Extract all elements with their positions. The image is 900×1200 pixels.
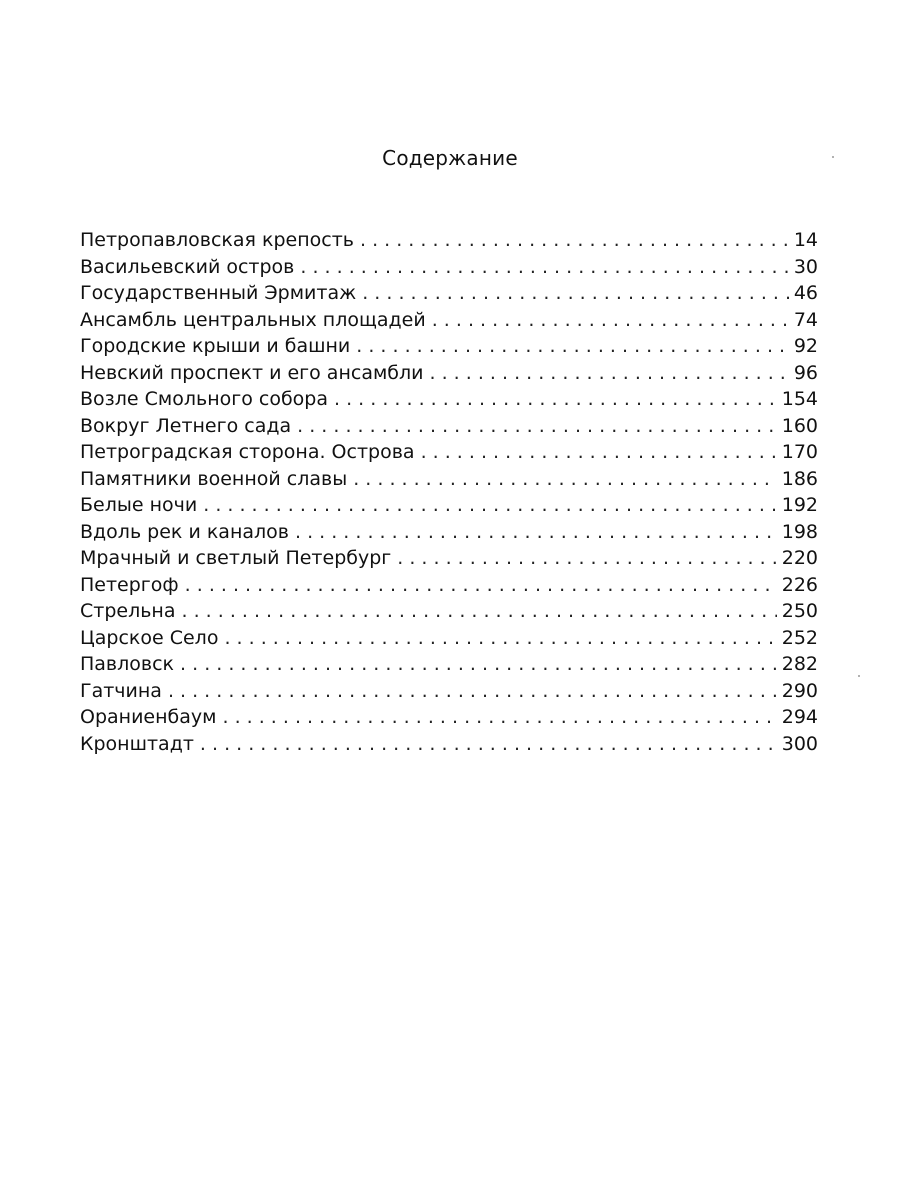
toc-entry-title: Стрельна bbox=[80, 600, 176, 622]
toc-entry bbox=[80, 307, 818, 334]
toc-entry bbox=[80, 466, 818, 493]
toc-entry-title: Петроградская сторона. Острова bbox=[80, 441, 415, 463]
toc-entry-page: 290 bbox=[781, 679, 818, 702]
toc-entry-title: Ансамбль центральных площадей bbox=[80, 308, 426, 331]
toc-entry-title: Государственный Эрмитаж bbox=[80, 282, 357, 304]
dot-leader bbox=[360, 227, 789, 254]
toc-entry bbox=[80, 439, 818, 466]
toc-entry-title: Петергоф bbox=[80, 573, 179, 596]
table-of-contents bbox=[80, 227, 818, 757]
toc-entry bbox=[80, 598, 818, 625]
toc-entry bbox=[80, 254, 818, 281]
toc-entry-page: 154 bbox=[781, 388, 818, 410]
toc-entry-page: 252 bbox=[781, 626, 818, 649]
toc-entry-title: Вокруг Летнего сада bbox=[80, 414, 292, 437]
toc-entry-page: 186 bbox=[781, 467, 818, 490]
toc-entry-title: Памятники военной славы bbox=[80, 467, 348, 490]
dot-leader bbox=[200, 731, 777, 758]
toc-entry-page: 300 bbox=[781, 732, 818, 755]
dot-leader bbox=[222, 704, 776, 731]
toc-entry-title: Гатчина bbox=[80, 679, 162, 702]
toc-entry bbox=[80, 731, 818, 758]
dot-leader bbox=[180, 651, 777, 678]
dot-leader bbox=[362, 280, 789, 307]
toc-entry bbox=[80, 651, 818, 678]
dot-leader bbox=[224, 625, 776, 652]
toc-entry-page: 294 bbox=[781, 706, 818, 728]
toc-entry bbox=[80, 492, 818, 519]
toc-entry-title: Ораниенбаум bbox=[80, 706, 217, 728]
toc-entry-title: Кронштадт bbox=[80, 732, 194, 755]
dot-leader bbox=[297, 413, 777, 440]
toc-entry-page: 282 bbox=[781, 653, 818, 675]
toc-entry-title: Возле Смольного собора bbox=[80, 388, 329, 410]
toc-entry-page: 170 bbox=[781, 441, 818, 463]
dot-leader bbox=[353, 466, 777, 493]
toc-entry-page: 74 bbox=[793, 308, 818, 331]
dot-leader bbox=[168, 678, 777, 705]
toc-entry bbox=[80, 227, 818, 254]
toc-entry-page: 226 bbox=[781, 573, 818, 596]
toc-entry bbox=[80, 333, 818, 360]
toc-entry-page: 198 bbox=[781, 520, 818, 543]
toc-entry-page: 160 bbox=[781, 414, 818, 437]
page-title: Содержание bbox=[382, 146, 518, 170]
toc-entry-title: Невский проспект и его ансамбли bbox=[80, 361, 424, 384]
dot-leader bbox=[334, 386, 777, 413]
toc-entry-page: 14 bbox=[793, 229, 818, 251]
toc-entry-title: Петропавловская крепость bbox=[80, 229, 354, 251]
toc-entry bbox=[80, 572, 818, 599]
toc-entry-title: Вдоль рек и каналов bbox=[80, 520, 289, 543]
toc-entry-page: 220 bbox=[781, 547, 818, 569]
toc-entry bbox=[80, 360, 818, 387]
toc-entry-page: 192 bbox=[781, 494, 818, 516]
dot-leader bbox=[185, 572, 777, 599]
dot-leader bbox=[397, 545, 776, 572]
toc-entry bbox=[80, 678, 818, 705]
dot-leader bbox=[432, 307, 789, 334]
toc-entry-title: Павловск bbox=[80, 653, 175, 675]
toc-entry bbox=[80, 704, 818, 731]
toc-entry bbox=[80, 280, 818, 307]
toc-entry bbox=[80, 519, 818, 546]
dot-leader bbox=[356, 333, 789, 360]
toc-entry-title: Васильевский остров bbox=[80, 255, 295, 278]
scan-speck bbox=[832, 156, 834, 158]
toc-entry-title: Мрачный и светлый Петербург bbox=[80, 547, 392, 569]
toc-entry-title: Белые ночи bbox=[80, 494, 198, 516]
toc-entry-page: 92 bbox=[793, 335, 818, 357]
toc-entry-page: 46 bbox=[793, 282, 818, 304]
toc-entry-page: 250 bbox=[781, 600, 818, 622]
toc-entry bbox=[80, 625, 818, 652]
toc-entry-page: 30 bbox=[793, 255, 818, 278]
dot-leader bbox=[300, 254, 788, 281]
toc-entry-title: Городские крыши и башни bbox=[80, 335, 351, 357]
dot-leader bbox=[182, 598, 777, 625]
toc-entry-page: 96 bbox=[793, 361, 818, 384]
toc-entry bbox=[80, 386, 818, 413]
dot-leader bbox=[421, 439, 777, 466]
dot-leader bbox=[203, 492, 777, 519]
toc-entry bbox=[80, 413, 818, 440]
scan-speck bbox=[858, 675, 860, 677]
toc-entry bbox=[80, 545, 818, 572]
toc-entry-title: Царское Село bbox=[80, 626, 219, 649]
dot-leader bbox=[430, 360, 789, 387]
dot-leader bbox=[295, 519, 777, 546]
